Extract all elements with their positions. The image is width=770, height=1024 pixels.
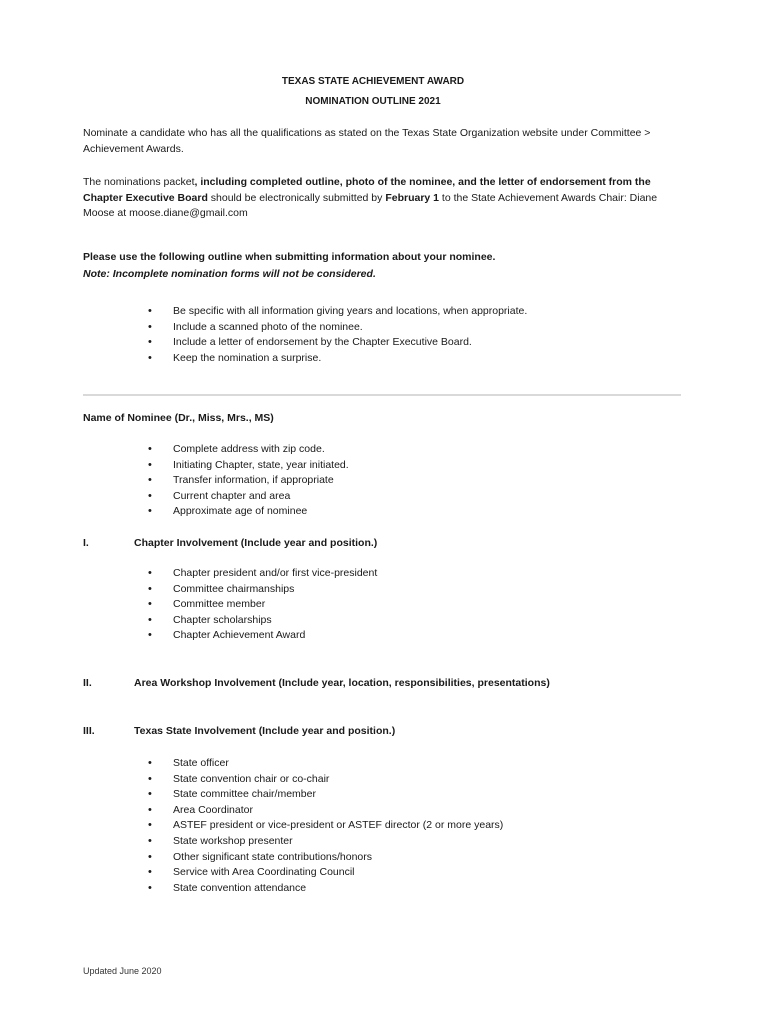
- list-item: • Other significant state contributions/honors: [148, 850, 503, 866]
- list-item: • State workshop presenter: [148, 834, 503, 850]
- section-numeral: I.: [83, 537, 89, 549]
- submission-text-b: , including completed outline, photo of the nominee, and the letter of endorsement from the Chapter Executive Board: [83, 176, 651, 204]
- section-heading-chapter: [83, 537, 377, 549]
- list-item: • Transfer information, if appropriate: [148, 473, 349, 489]
- intro-paragraph: Nominate a candidate who has all the qualifications as stated on the Texas State Organization website under Committee > Achievement Awards.: [83, 127, 651, 155]
- submission-text-a: The nominations packet: [83, 176, 195, 188]
- list-item: • State committee chair/member: [148, 787, 503, 803]
- section-heading-area: [83, 677, 550, 689]
- section-numeral: III.: [83, 725, 95, 737]
- section-title: Chapter Involvement (Include year and position.): [134, 537, 378, 549]
- list-item: • State convention chair or co-chair: [148, 772, 503, 788]
- nominee-heading: Name of Nominee (Dr., Miss, Mrs., MS): [83, 412, 274, 424]
- submission-text-c: should be electronically submitted by: [207, 191, 386, 204]
- list-item: • Include a letter of endorsement by the Chapter Executive Board.: [148, 335, 527, 351]
- list-item: • Chapter Achievement Award: [148, 628, 377, 644]
- list-item: • State convention attendance: [148, 881, 503, 897]
- document-subtitle: NOMINATION OUTLINE 2021: [305, 96, 441, 107]
- submission-paragraph: [83, 175, 683, 222]
- list-item: • Approximate age of nominee: [148, 504, 349, 520]
- instruction-list: [148, 304, 527, 366]
- instructions-heading: Please use the following outline when submitting information about your nominee.: [83, 251, 496, 263]
- list-item: • Complete address with zip code.: [148, 442, 349, 458]
- list-item: • Committee member: [148, 597, 377, 613]
- list-item: • Chapter scholarships: [148, 613, 377, 629]
- chapter-list: [148, 566, 377, 644]
- nominee-list: [148, 442, 349, 520]
- submission-text-e: to the State Achievement Awards Chair: Diane Moose at moose.diane@gmail.com: [83, 191, 658, 219]
- state-list: [148, 756, 503, 896]
- divider: [83, 394, 681, 396]
- list-item: • Chapter president and/or first vice-president: [148, 566, 377, 582]
- list-item: • Be specific with all information giving years and locations, when appropriate.: [148, 304, 527, 320]
- section-title: Texas State Involvement (Include year and position.): [134, 725, 396, 737]
- list-item: • Include a scanned photo of the nominee.: [148, 320, 527, 336]
- list-item: • Keep the nomination a surprise.: [148, 351, 527, 367]
- list-item: • State officer: [148, 756, 503, 772]
- list-item: • Current chapter and area: [148, 489, 349, 505]
- list-item: • Service with Area Coordinating Council: [148, 865, 503, 881]
- list-item: • Committee chairmanships: [148, 582, 377, 598]
- section-numeral: II.: [83, 677, 92, 689]
- section-heading-state: [83, 725, 395, 737]
- incomplete-note: Note: Incomplete nomination forms will not be considered.: [83, 268, 376, 280]
- footer-updated: Updated June 2020: [83, 966, 162, 976]
- section-title: Area Workshop Involvement (Include year, location, responsibilities, presentations): [134, 677, 550, 689]
- list-item: • Area Coordinator: [148, 803, 503, 819]
- list-item: • Initiating Chapter, state, year initiated.: [148, 458, 349, 474]
- list-item: • ASTEF president or vice-president or ASTEF director (2 or more years): [148, 818, 503, 834]
- document-title: TEXAS STATE ACHIEVEMENT AWARD: [281, 76, 465, 87]
- submission-deadline: February 1: [385, 191, 440, 204]
